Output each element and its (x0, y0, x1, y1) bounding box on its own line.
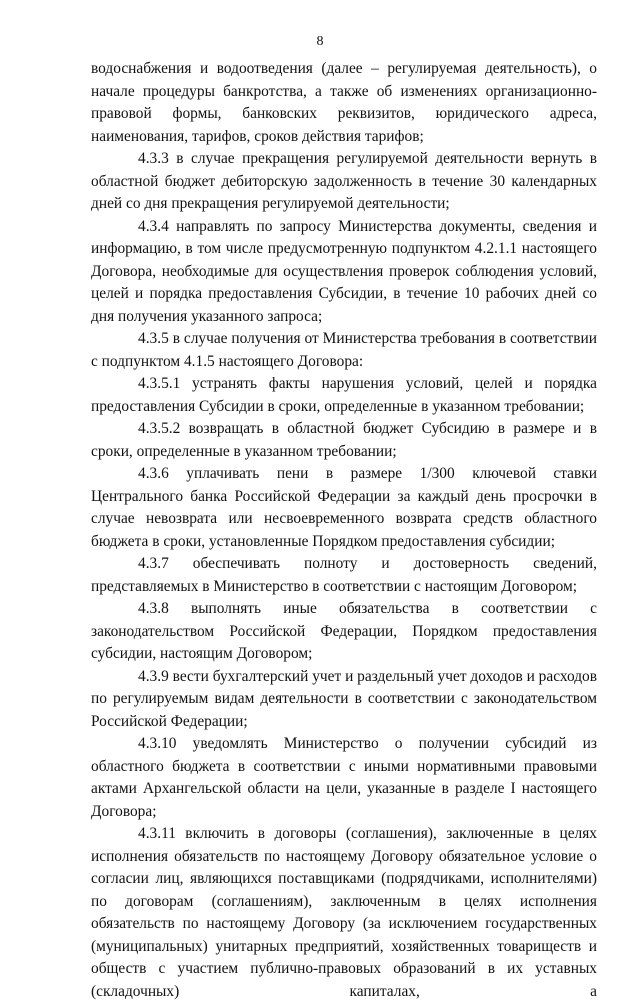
document-body (91, 58, 597, 1003)
paragraph-4-3-6: 4.3.6 уплачивать пени в размере 1/300 ключевой ставки Центрального банка Российской Федерации за каждый день просрочки в случае невозврата или несвоевременного возврата средств областного бюджета в сроки, установленные Порядком предоставления субсидии; (91, 465, 597, 550)
paragraph-4-3-5-1: 4.3.5.1 устранять факты нарушения условий, целей и порядка предоставления Субсидии в сроки, определенные в указанном требовании; (91, 375, 597, 415)
paragraph-4-3-11: 4.3.11 включить в договоры (соглашения), заключенные в целях исполнения обязательств по настоящему Договору обязательное условие о согласии лиц, являющихся поставщиками (подрядчиками, исполнителями) по договорам (соглашениям), заключенным в целях исполнения обязательств по настоящему Договору (за исключением государственных (муниципальных) унитарных предприятий, хозяйственных товариществ и обществ с участием публично-правовых образований в их уставных (складочных) капиталах, а (91, 825, 597, 1000)
paragraph-4-3-5: 4.3.5 в случае получения от Министерства требования в соответствии с подпунктом 4.1.5 настоящего Договора: (91, 330, 597, 370)
paragraph-4-3-9: 4.3.9 вести бухгалтерский учет и раздельный учет доходов и расходов по регулируемым видам деятельности в соответствии с законодательством Российской Федерации; (91, 667, 597, 730)
paragraph-4-3-7: 4.3.7 обеспечивать полноту и достоверность сведений, представляемых в Министерство в соответствии с настоящим Договором; (91, 555, 597, 595)
paragraph-4-3-10: 4.3.10 уведомлять Министерство о получении субсидий из областного бюджета в соответствии с иными нормативными правовыми актами Архангельской области на цели, указанные в разделе I настоящего Договора; (91, 735, 597, 820)
paragraph-4-3-5-2: 4.3.5.2 возвращать в областной бюджет Субсидию в размере и в сроки, определенные в указанном требовании; (91, 420, 597, 460)
paragraph-4-3-3: 4.3.3 в случае прекращения регулируемой деятельности вернуть в областной бюджет дебиторскую задолженность в течение 30 календарных дней со дня прекращения регулируемой деятельности; (91, 150, 597, 212)
paragraph-4-3-4: 4.3.4 направлять по запросу Министерства документы, сведения и информацию, в том числе предусмотренную подпунктом 4.2.1.1 настоящего Договора, необходимые для осуществления проверок соблюдения условий, целей и порядка предоставления Субсидии, в течение 10 рабочих дней со дня получения указанного запроса; (91, 217, 597, 325)
page-number: 8 (316, 34, 324, 49)
paragraph-4-3-8: 4.3.8 выполнять иные обязательства в соответствии с законодательством Российской Федерации, Порядком предоставления субсидии, настоящим Договором; (91, 600, 597, 662)
paragraph-continuation: водоснабжения и водоотведения (далее – регулируемая деятельность), о начале процедуры банкротства, а также об изменениях организационно-правовой формы, банковских реквизитов, юридического адреса, наименования, тарифов, сроков действия тарифов; (91, 60, 597, 145)
